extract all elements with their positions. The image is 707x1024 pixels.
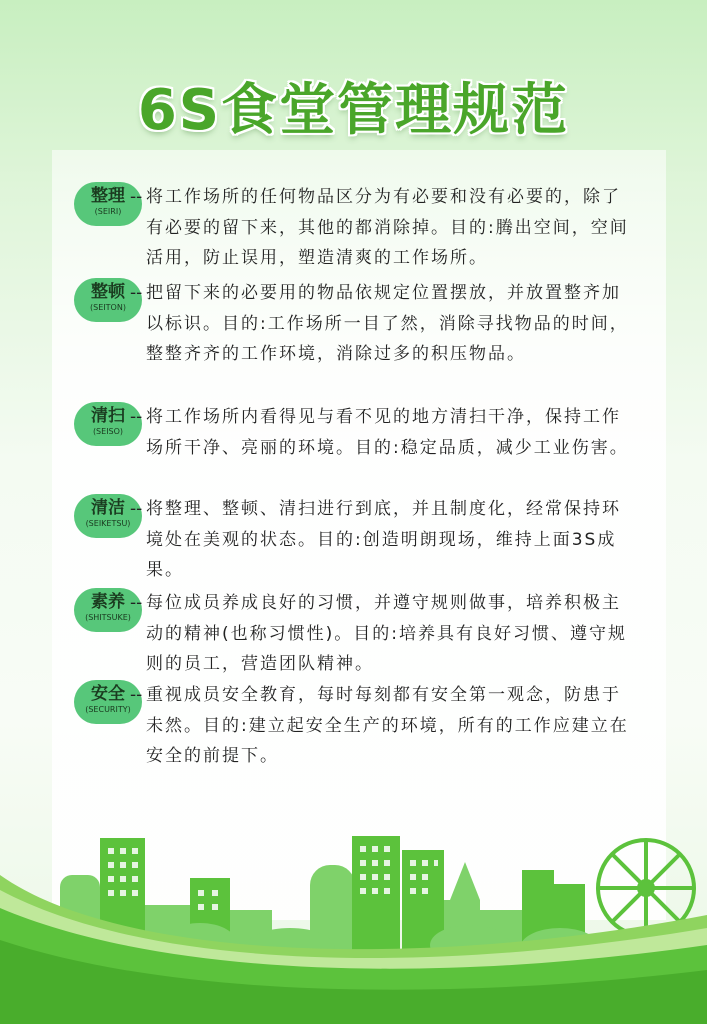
tag-label-zh: 安全: [91, 684, 125, 704]
tag-label-zh: 整理: [91, 186, 125, 206]
dash-separator: --: [130, 593, 143, 613]
tag-label-zh: 清洁: [91, 498, 125, 518]
dash-separator: --: [130, 283, 143, 303]
tag-label-zh: 清扫: [91, 406, 125, 426]
tag-label-en: (SEIRI): [94, 207, 122, 216]
item-description: 把留下来的必要用的物品依规定位置摆放，并放置整齐加以标识。目的:工作场所一目了然，消除寻找物品的时间，整整齐齐的工作环境，消除过多的积压物品。: [146, 283, 629, 364]
tag-label-en: (SHITSUKE): [85, 613, 131, 622]
dash-separator: --: [130, 187, 143, 207]
item-description: 将工作场所内看得见与看不见的地方清扫干净，保持工作场所干净、亮丽的环境。目的:稳定品质，减少工业伤害。: [146, 407, 629, 458]
tag-label-zh: 素养: [91, 592, 125, 612]
tag-label-en: (SEIKETSU): [85, 519, 131, 528]
dash-separator: --: [130, 499, 143, 519]
tag-label-en: (SEISO): [92, 427, 124, 436]
item-description: 将整理、整顿、清扫进行到底，并且制度化，经常保持环境处在美观的状态。目的:创造明朗现场，维持上面3S成果。: [146, 499, 621, 580]
item-description: 每位成员养成良好的习惯，并遵守规则做事，培养积极主动的精神(也称习惯性)。目的:培养具有良好习惯、遵守规则的员工，营造团队精神。: [146, 593, 627, 674]
page-title: 6S食堂管理规范: [137, 78, 570, 143]
dash-separator: --: [130, 407, 143, 427]
tag-label-en: (SEITON): [90, 303, 126, 312]
item-description: 重视成员安全教育，每时每刻都有安全第一观念，防患于未然。目的:建立起安全生产的环境，所有的工作应建立在安全的前提下。: [146, 685, 629, 766]
dash-separator: --: [130, 685, 143, 705]
tag-label-en: (SECURITY): [85, 705, 131, 714]
tag-label-zh: 整顿: [91, 282, 125, 302]
item-description: 将工作场所的任何物品区分为有必要和没有必要的，除了有必要的留下来，其他的都消除掉。目的:腾出空间，空间活用，防止误用，塑造清爽的工作场所。: [146, 187, 629, 268]
city-skyline-illustration: [0, 820, 707, 1024]
